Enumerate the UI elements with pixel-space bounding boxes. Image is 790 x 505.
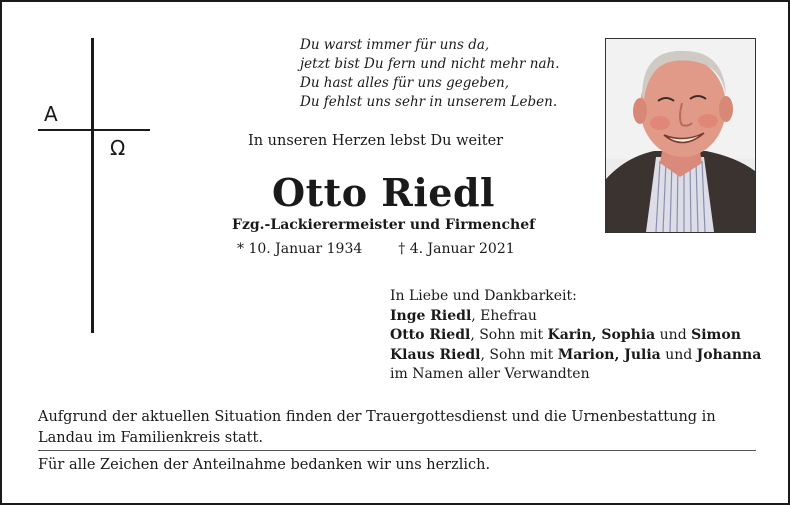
poem-line: Du hast alles für uns gegeben, (300, 75, 510, 91)
mourner-line (390, 346, 761, 366)
poem-line: jetzt bist Du fern und nicht mehr nah. (300, 56, 560, 72)
death-date: † 4. Januar 2021 (398, 241, 515, 257)
mourners-closing: im Namen aller Verwandten (390, 366, 590, 382)
grandchildren-names: Marion, Julia (557, 346, 661, 363)
birth-date: * 10. Januar 1934 (237, 241, 363, 257)
portrait-photo (605, 38, 756, 233)
funeral-notice: Aufgrund der aktuellen Situation finden der Trauergottesdienst und die Urnenbestattung in Landau im Familienkreis statt. (38, 409, 716, 446)
life-dates (237, 241, 515, 257)
deceased-profession: Fzg.-Lackierermeister und Firmenchef (232, 217, 536, 233)
grandchild-name: Simon (691, 327, 741, 343)
poem (300, 36, 590, 112)
mourner-name: Otto Riedl (390, 327, 471, 343)
conjunction: und (660, 346, 697, 363)
mourners-list (390, 287, 761, 385)
mourner-name: Klaus Riedl (390, 346, 481, 363)
conjunction: und (655, 327, 692, 343)
mourner-relation: , Sohn mit (480, 346, 558, 363)
mourners-intro: In Liebe und Dankbarkeit: (390, 288, 577, 304)
mourner-name: Inge Riedl (390, 307, 472, 324)
motto: In unseren Herzen lebst Du weiter (248, 133, 504, 149)
omega-symbol: Ω (110, 136, 126, 160)
divider (38, 450, 756, 451)
grandchild-name: Johanna (696, 346, 762, 363)
mourner-relation: , Ehefrau (471, 307, 537, 324)
poem-line: Du warst immer für uns da, (300, 37, 490, 53)
portrait-illustration (606, 39, 755, 232)
mourner-relation: , Sohn mit (470, 327, 548, 343)
mourner-line (390, 307, 761, 327)
deceased-name: Otto Riedl (272, 170, 495, 215)
grandchildren-names: Karin, Sophia (547, 327, 656, 343)
mourner-line (390, 326, 761, 346)
alpha-symbol: A (44, 102, 58, 126)
cross-vertical-bar (91, 38, 94, 333)
poem-line: Du fehlst uns sehr in unserem Leben. (300, 94, 558, 110)
cross-horizontal-bar (38, 129, 150, 131)
thanks-note: Für alle Zeichen der Anteilnahme bedanken wir uns herzlich. (38, 457, 491, 473)
